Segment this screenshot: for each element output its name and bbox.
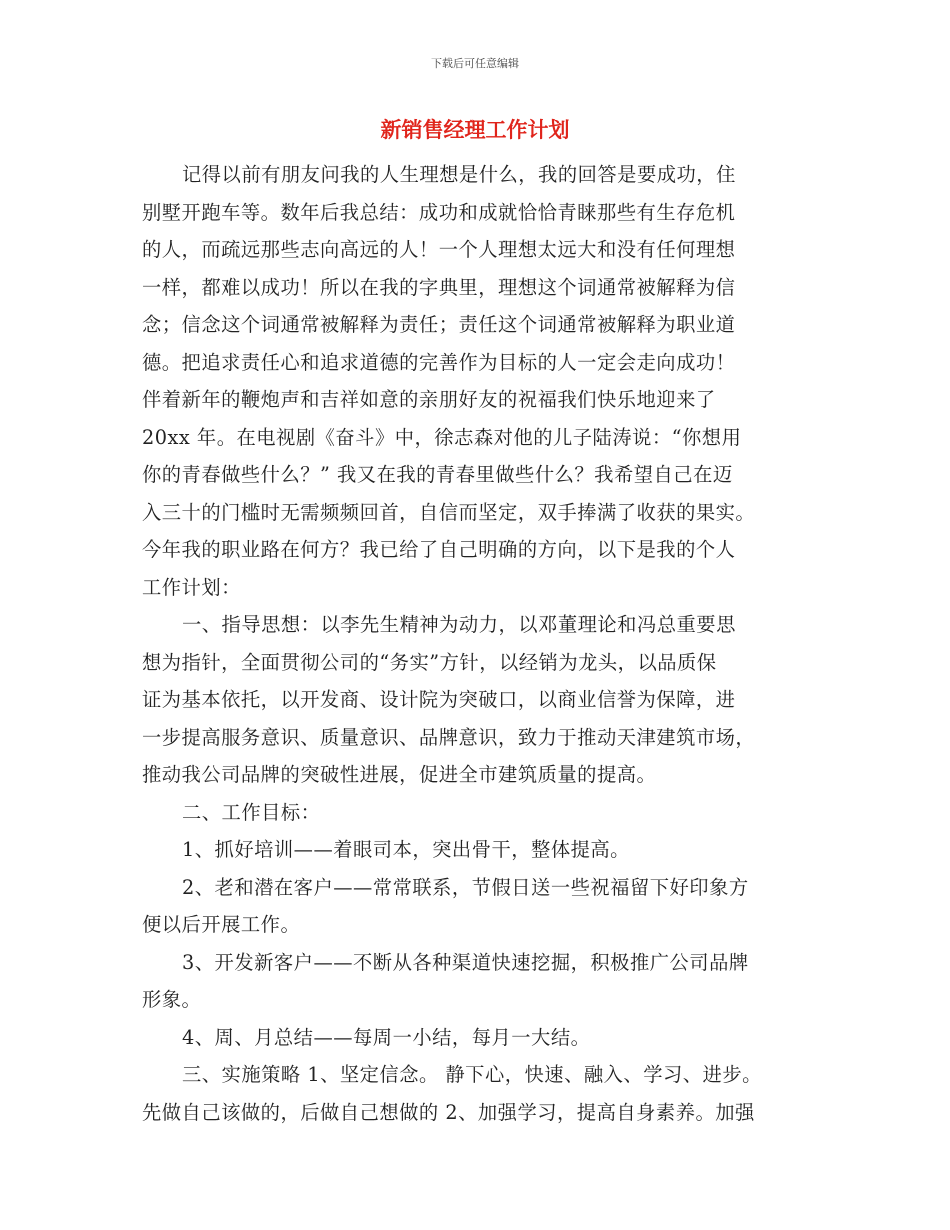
body-line: 你的青春做些什么？” 我又在我的青春里做些什么？我希望自己在迈 <box>142 463 733 486</box>
body-line: 念；信念这个词通常被解释为责任；责任这个词通常被解释为职业道 <box>142 313 736 336</box>
body-line: 记得以前有朋友问我的人生理想是什么，我的回答是要成功，住 <box>182 163 736 186</box>
body-line: 入三十的门槛时无需频频回首，自信而坚定，双手捧满了收获的果实。 <box>142 500 756 524</box>
body-line: 20xx 年。在电视剧《奋斗》中，徐志森对他的儿子陆涛说：“你想用 <box>142 425 742 449</box>
body-line: 证为基本依托，以开发商、设计院为突破口，以商业信誉为保障，进 <box>142 688 736 711</box>
header-note: 下载后可任意编辑 <box>431 57 519 70</box>
body-line: 三、实施策略 1、坚定信念。 静下心，快速、融入、学习、进步。 <box>182 1063 762 1086</box>
body-line: 3、开发新客户——不断从各种渠道快速挖掘，积极推广公司品牌 <box>182 950 749 974</box>
document-title: 新销售经理工作计划 <box>380 118 570 142</box>
body-line: 4、周、月总结——每周一小结，每月一大结。 <box>182 1025 591 1049</box>
body-line: 便以后开展工作。 <box>142 913 301 936</box>
body-line: 一步提高服务意识、质量意识、品牌意识，致力于推动天津建筑市场， <box>142 725 756 749</box>
body-line: 想为指针，全面贯彻公司的“务实”方针，以经销为龙头，以品质保 <box>142 650 717 674</box>
body-line: 德。把追求责任心和追求道德的完善作为目标的人一定会走向成功！ <box>142 350 736 374</box>
body-line: 2、老和潜在客户——常常联系，节假日送一些祝福留下好印象方 <box>182 875 749 899</box>
body-line: 今年我的职业路在何方？我已给了自己明确的方向，以下是我的个人 <box>142 538 736 561</box>
body-line: 形象。 <box>142 988 202 1011</box>
body-line: 工作计划： <box>142 575 241 599</box>
body-line: 1、抓好培训——着眼司本，突出骨干，整体提高。 <box>182 838 630 861</box>
body-line: 伴着新年的鞭炮声和吉祥如意的亲朋好友的祝福我们快乐地迎来了 <box>142 388 716 411</box>
body-line: 一、指导思想：以李先生精神为动力，以邓董理论和冯总重要思 <box>182 613 736 636</box>
document-body <box>142 156 808 1131</box>
body-line: 的人，而疏远那些志向高远的人！一个人理想太远大和没有任何理想 <box>142 238 736 261</box>
body-line: 推动我公司品牌的突破性进展，促进全市建筑质量的提高。 <box>142 763 657 786</box>
body-line: 别墅开跑车等。数年后我总结：成功和成就恰恰青睐那些有生存危机 <box>142 200 736 224</box>
body-line: 一样，都难以成功！所以在我的字典里，理想这个词通常被解释为信 <box>142 275 736 299</box>
body-line: 二、工作目标： <box>182 800 321 824</box>
body-line: 先做自己该做的，后做自己想做的 2、加强学习，提高自身素养。加强 <box>142 1100 755 1124</box>
